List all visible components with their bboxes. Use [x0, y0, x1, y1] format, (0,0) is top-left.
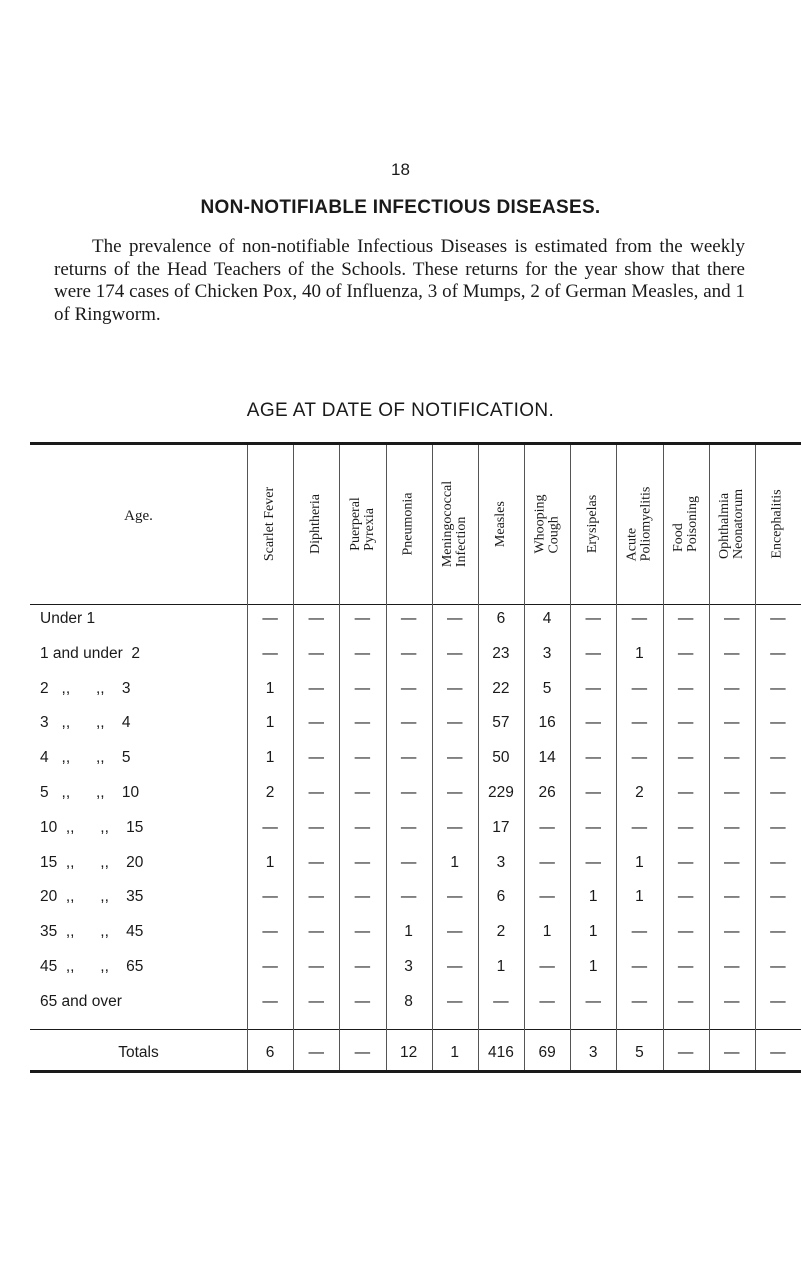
table-cell: — [308, 784, 324, 801]
table-cell: — [770, 888, 786, 906]
table-cell: — [354, 784, 371, 801]
totals-cell: — [723, 1044, 740, 1061]
table-title: AGE AT DATE OF NOTIFICATION. [246, 400, 555, 421]
table-cell: — [723, 644, 740, 662]
table-cell: — [770, 853, 786, 871]
column-header-label: Scarlet Fever [262, 486, 278, 562]
table-cell: — [446, 714, 463, 732]
table-cell: — [770, 644, 786, 662]
table-cell: 1 [265, 679, 275, 697]
table-cell: — [585, 679, 601, 697]
table-cell: — [723, 888, 740, 906]
table-cell: 8 [404, 992, 413, 1010]
table-cell: — [677, 784, 694, 801]
table-cell: — [446, 644, 463, 662]
column-header-label: Pneumonia [400, 492, 416, 556]
table-cell: — [262, 888, 278, 906]
table-cell: — [539, 958, 555, 975]
table-cell: — [539, 818, 555, 836]
table-cell: — [631, 714, 648, 732]
table-cell: — [585, 853, 601, 871]
column-header [478, 452, 524, 596]
table-cell: — [770, 610, 786, 627]
table-cell: — [585, 644, 601, 662]
table-cell: — [308, 644, 324, 662]
table-cell: — [446, 888, 463, 906]
table-cell: — [308, 749, 324, 767]
table-cell: — [354, 749, 371, 767]
table-cell: 229 [487, 784, 514, 801]
table-cell: — [308, 679, 324, 697]
table-cell: — [585, 784, 601, 801]
age-group-label: 65 and over [40, 992, 122, 1010]
table-cell: — [446, 958, 463, 975]
table-header-rule [30, 604, 801, 605]
table-cell: — [723, 992, 740, 1010]
table-cell: 4 [542, 610, 552, 627]
table-cell: — [400, 714, 417, 732]
column-header-label: Food Poisoning [670, 495, 700, 553]
table-row [0, 854, 801, 874]
column-header-label: Ophthalmia Neonatorum [716, 489, 746, 559]
totals-label: Totals [118, 1044, 159, 1061]
table-cell: — [723, 714, 740, 732]
table-cell: — [677, 958, 694, 975]
table-cell: — [354, 853, 371, 871]
table-cell: — [446, 923, 463, 941]
table-cell: — [446, 992, 463, 1010]
table-cell: 2 [496, 923, 506, 941]
table-cell: — [585, 749, 601, 767]
age-group-label: 45 ,, ,, 65 [40, 958, 144, 975]
table-cell: — [539, 888, 555, 906]
table-cell: — [631, 958, 648, 975]
table-cell: 3 [496, 853, 506, 871]
table-cell: 1 [635, 644, 644, 662]
table-cell: — [308, 923, 324, 941]
column-header [709, 452, 755, 596]
table-cell: — [400, 679, 417, 697]
table-cell: 6 [496, 888, 506, 906]
table-cell: — [400, 818, 417, 836]
table-cell: — [770, 818, 786, 836]
table-cell: — [354, 644, 371, 662]
table-cell: — [770, 714, 786, 732]
table-row [0, 958, 801, 978]
table-cell: — [770, 923, 786, 941]
table-row [0, 749, 801, 769]
table-cell: — [446, 610, 463, 627]
table-cell: — [770, 679, 786, 697]
table-cell: — [631, 679, 648, 697]
table-cell: — [677, 853, 694, 871]
table-cell: 3 [542, 644, 552, 662]
table-cell: — [723, 749, 740, 767]
table-row [0, 680, 801, 700]
table-cell: 50 [492, 749, 510, 767]
table-cell: 2 [265, 784, 275, 801]
age-group-label: 3 ,, ,, 4 [40, 714, 131, 732]
age-group-label: 1 and under 2 [40, 644, 140, 662]
table-cell: — [446, 818, 463, 836]
table-cell: — [308, 853, 324, 871]
totals-cell: — [308, 1044, 324, 1061]
table-cell: — [446, 784, 463, 801]
table-cell: — [400, 644, 417, 662]
table-totals-rule [30, 1029, 801, 1030]
table-cell: — [770, 784, 786, 801]
table-cell: — [677, 818, 694, 836]
column-header-label: Encephalitis [769, 489, 785, 559]
totals-cell: 12 [399, 1044, 418, 1061]
table-cell: — [723, 853, 740, 871]
column-header-label: Measles [492, 501, 508, 548]
table-cell: — [400, 749, 417, 767]
table-cell: — [677, 714, 694, 732]
column-header [386, 452, 432, 596]
table-cell: 1 [635, 853, 644, 871]
table-row [0, 610, 801, 630]
table-cell: — [585, 714, 601, 732]
column-header-label: Puerperal Pyrexia [347, 497, 377, 551]
totals-cell: 5 [635, 1044, 644, 1061]
age-group-label: 2 ,, ,, 3 [40, 679, 131, 697]
table-cell: — [770, 992, 786, 1010]
totals-cell: — [354, 1044, 371, 1061]
table-cell: — [308, 992, 324, 1010]
column-header [293, 452, 339, 596]
table-cell: — [262, 610, 278, 627]
table-row [0, 888, 801, 908]
table-cell: — [354, 888, 371, 906]
table-cell: 26 [538, 784, 556, 801]
column-header-label: Diphtheria [308, 494, 324, 554]
table-row [0, 993, 801, 1013]
table-cell: 2 [635, 784, 644, 801]
table-cell: — [677, 888, 694, 906]
table-top-rule [30, 442, 801, 445]
age-group-label: 35 ,, ,, 45 [40, 923, 144, 941]
age-group-label: 5 ,, ,, 10 [40, 784, 140, 801]
age-group-label: 4 ,, ,, 5 [40, 749, 131, 767]
table-cell: — [354, 992, 371, 1010]
column-header [616, 452, 662, 596]
table-cell: — [585, 818, 601, 836]
table-cell: — [354, 958, 371, 975]
table-cell: 1 [635, 888, 644, 906]
table-cell: — [354, 679, 371, 697]
table-cell: — [723, 784, 740, 801]
table-cell: 17 [492, 818, 510, 836]
table-cell: 6 [496, 610, 506, 627]
table-cell: 23 [492, 644, 510, 662]
table-cell: — [262, 818, 278, 836]
column-header-label: Meningococcal Infection [439, 480, 469, 568]
table-cell: — [539, 853, 555, 871]
intro-paragraph: The prevalence of non-notifiable Infectious Diseases is estimated from the weekly returns of the Head Teachers of the Schools. These returns for the year show that there were 174 cases of Chicken Pox, 40 of Influenza, 3 of Mumps, 2 of German Measles, and 1 of Ringworm. [54, 236, 745, 325]
table-cell: — [677, 992, 694, 1010]
table-cell: — [631, 749, 648, 767]
table-cell: — [400, 610, 417, 627]
table-cell: — [262, 644, 278, 662]
totals-cell: 416 [487, 1044, 514, 1061]
table-cell: — [400, 853, 417, 871]
table-cell: — [677, 610, 694, 627]
table-cell: — [631, 923, 648, 941]
table-cell: — [354, 714, 371, 732]
table-cell: 16 [538, 714, 556, 732]
table-row [0, 819, 801, 839]
table-cell: 57 [492, 714, 510, 732]
table-cell: — [308, 888, 324, 906]
table-cell: — [262, 958, 278, 975]
table-cell: — [677, 749, 694, 767]
table-cell: — [723, 679, 740, 697]
table-cell: 1 [588, 958, 598, 975]
table-cell: — [262, 992, 278, 1010]
table-cell: — [770, 958, 786, 975]
column-header-label: Erysipelas [585, 494, 601, 554]
table-cell: 5 [542, 679, 552, 697]
table-cell: — [677, 923, 694, 941]
age-group-label: 10 ,, ,, 15 [40, 818, 144, 836]
totals-cell: — [770, 1044, 786, 1061]
table-cell: 3 [404, 958, 413, 975]
table-cell: 1 [404, 923, 413, 941]
column-header-label: Whooping Cough [532, 494, 562, 554]
table-row [0, 714, 801, 734]
totals-cell: 3 [588, 1044, 598, 1061]
table-cell: — [400, 888, 417, 906]
table-cell: — [308, 610, 324, 627]
column-header-label: Acute Poliomyelitis [624, 486, 654, 562]
table-cell: — [354, 818, 371, 836]
column-header [339, 452, 385, 596]
column-header [663, 452, 709, 596]
table-cell: — [308, 714, 324, 732]
column-header [755, 452, 801, 596]
totals-cell: 69 [538, 1044, 556, 1061]
table-cell: 22 [492, 679, 510, 697]
table-cell: 1 [265, 714, 275, 732]
table-cell: 1 [265, 749, 275, 767]
table-cell: — [446, 679, 463, 697]
table-cell: 1 [588, 923, 598, 941]
table-cell: — [631, 818, 648, 836]
column-header [432, 452, 478, 596]
table-cell: — [723, 818, 740, 836]
table-cell: 1 [450, 853, 460, 871]
table-cell: — [723, 958, 740, 975]
table-cell: 1 [588, 888, 598, 906]
table-cell: — [354, 610, 371, 627]
table-cell: — [770, 749, 786, 767]
table-cell: — [585, 610, 601, 627]
table-cell: — [400, 784, 417, 801]
table-cell: — [631, 610, 648, 627]
age-group-label: 15 ,, ,, 20 [40, 853, 144, 871]
totals-cell: 6 [265, 1044, 275, 1061]
table-cell: — [446, 749, 463, 767]
age-group-label: Under 1 [40, 610, 96, 627]
table-cell: 1 [265, 853, 275, 871]
table-cell: — [539, 992, 555, 1010]
table-cell: — [677, 679, 694, 697]
table-cell: — [723, 923, 740, 941]
table-cell: — [493, 992, 509, 1010]
column-header [524, 452, 570, 596]
table-cell: — [631, 992, 648, 1010]
table-row [0, 645, 801, 665]
table-cell: — [262, 923, 278, 941]
totals-cell: 1 [450, 1044, 460, 1061]
table-bottom-rule [30, 1070, 801, 1073]
table-cell: — [354, 923, 371, 941]
table-cell: 1 [542, 923, 552, 941]
section-heading: NON-NOTIFIABLE INFECTIOUS DISEASES. [200, 197, 601, 218]
column-header [247, 452, 293, 596]
table-cell: 14 [538, 749, 556, 767]
totals-cell: — [677, 1044, 694, 1061]
age-column-header: Age. [124, 508, 153, 524]
table-cell: — [308, 818, 324, 836]
column-header [570, 452, 616, 596]
table-cell: — [723, 610, 740, 627]
table-cell: — [677, 644, 694, 662]
age-group-label: 20 ,, ,, 35 [40, 888, 144, 906]
table-row [0, 784, 801, 804]
page-number: 18 [391, 160, 410, 179]
table-cell: 1 [496, 958, 506, 975]
table-cell: — [308, 958, 324, 975]
table-cell: — [585, 992, 601, 1010]
table-row [0, 923, 801, 943]
